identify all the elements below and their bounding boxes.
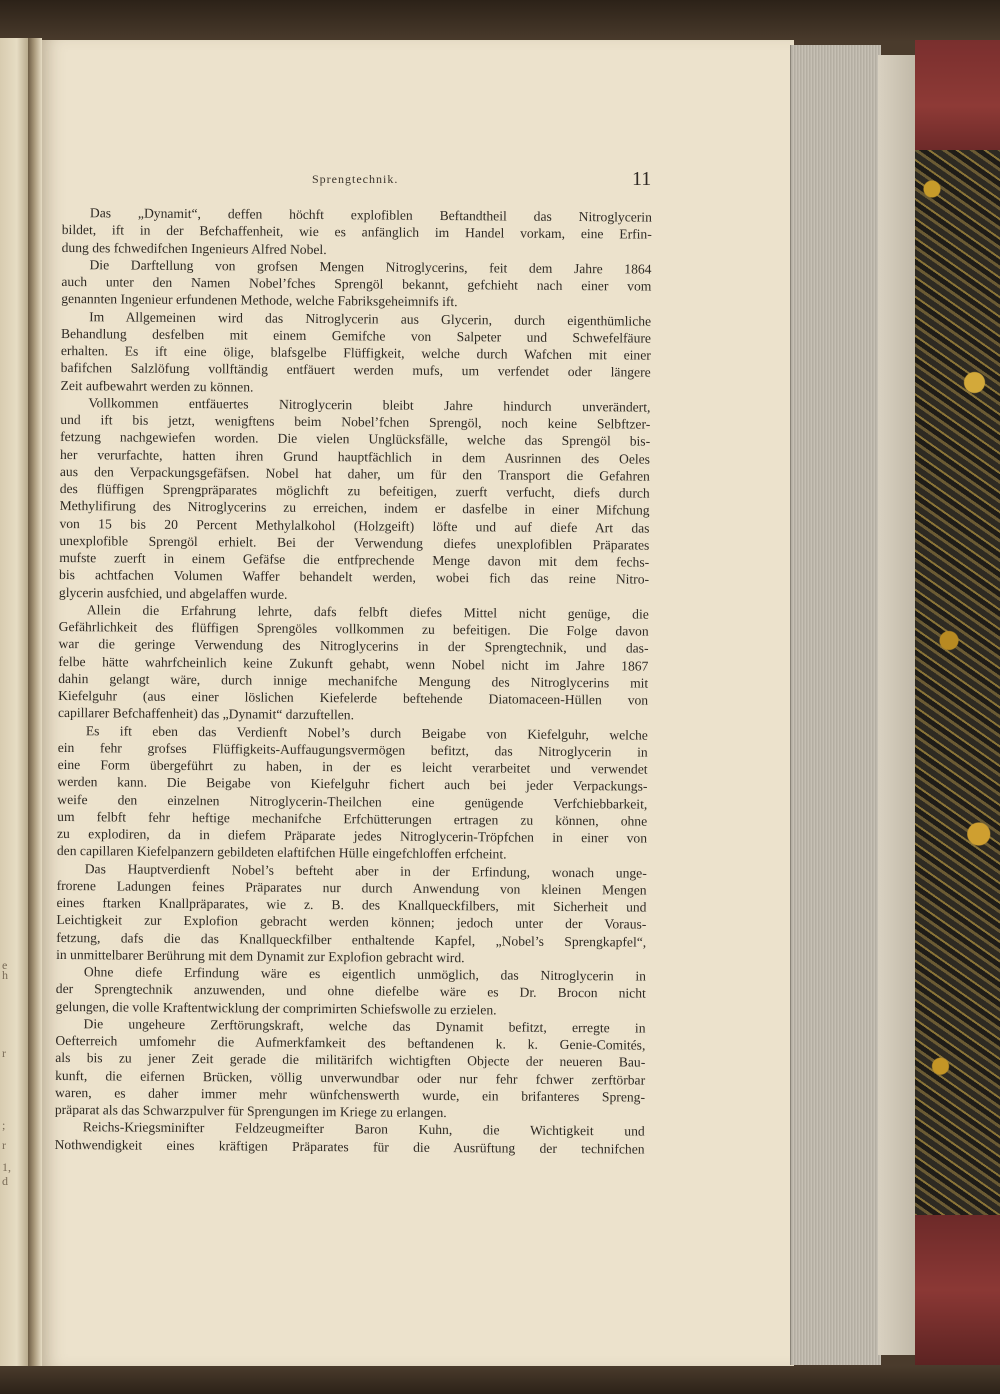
bottom-shadow: [0, 1366, 1000, 1394]
left-page-fragment: 1,: [2, 1160, 11, 1174]
text-line: her verurfachte, hatten ihren Grund hauptfächlich in dem Ausrinnen des Oeles: [59, 446, 651, 467]
text-line: präparat als das Schwarzpulver für Sprengungen im Kriege zu erlangen.: [54, 1101, 447, 1121]
text-line: genannten Ingenieur erfundenen Methode, welche Fabriksgeheimnifs ift.: [61, 291, 458, 310]
text-line: Behandlung desfelben mit einem Gemifche von Salpeter und Schwefelfäure: [60, 325, 652, 346]
text-line: Das „Dynamit“, deffen höchft explofiblen Beftandtheil das Nitroglycerin: [89, 205, 652, 225]
text-line: bis achtfachen Volumen Waffer behandelt werden, wobei fich das reine Nitro-: [59, 567, 650, 587]
text-line: Oefterreich umfomehr die Aufmerkfamkeit des beftandenen k. k. Genie-Comités,: [55, 1032, 646, 1053]
text-line: Zeit aufbewahrt werden zu können.: [60, 377, 254, 395]
text-line: zu explodiren, da in diefem Präparate jedes Nitroglycerin-Tröpfchen in einer von: [56, 825, 648, 846]
text-line: felbe hätte wahrfcheinlich keine Zukunft gehabt, wenn Nobel nicht im Jahre 1867: [58, 653, 649, 674]
left-page-fragment: d: [2, 1174, 8, 1188]
text-line: Die ungeheure Zerftörungskraft, welche das Dynamit befitzt, erregte in: [83, 1015, 646, 1036]
text-line: Kiefelguhr (aus einer löslichen Kiefelerde beftehende Diatomaceen-Hüllen von: [58, 687, 649, 708]
text-line: bafifchen Salzlöfung vollftändig entfäuert werden mufs, um verfendet oder längere: [60, 360, 651, 380]
text-line: Gefährlichkeit des flüffigen Sprengöles vollkommen zu befeitigen. Die Folge davon: [58, 618, 649, 639]
text-line: kunft, die eifernen Brücken, völlig unverwundbar oder nur fehr fchwer zerftörbar: [55, 1067, 646, 1088]
page-number: 11: [632, 168, 652, 190]
text-line: um felbft fehr heftige mechanifche Erfchütterungen ertragen zu können, ohne: [57, 808, 648, 829]
text-line: des flüffigen Sprengpräparates möglichft zu befeitigen, zuerft verfucht, diefs durch: [59, 480, 650, 501]
text-line: glycerin ausfchied, und abgelaffen wurde.: [58, 584, 288, 602]
cover-corner-bottom: [915, 1215, 1000, 1365]
text-line: als bis zu jener Zeit gerade die militärifch wichtigften Objecte der neueren Bau-: [55, 1050, 646, 1070]
text-line: Die Darftellung von grofsen Mengen Nitroglycerins, feit dem Jahre 1864: [89, 256, 652, 277]
text-line: auch unter den Namen Nobel’fches Sprengöl bekannt, gefchieht nach einer vom: [61, 273, 652, 294]
text-line: Nothwendigkeit eines kräftigen Präparates für die Ausrüftung der technifchen: [54, 1136, 645, 1157]
text-line: Leichtigkeit zur Explofion gebracht werden können; jedoch unter der Voraus-: [56, 912, 647, 932]
text-line: eine Form übergeführt zu haben, in der es leicht verarbeitet und verwendet: [57, 756, 648, 777]
text-line: Methylifirung des Nitroglycerins zu erreichen, indem er dasfelbe in einer Mifchung: [59, 498, 650, 518]
top-shadow: [0, 0, 1000, 42]
text-line: eines ftarken Knallpräparates, wie z. B. des Knallqueckfilbers, mit Sicherheit und: [56, 894, 647, 915]
text-line: der Sprengtechnik anzuwenden, und ohne diefelbe wäre es Dr. Brocon nicht: [55, 981, 646, 1001]
running-head: Sprengtechnik.: [312, 172, 399, 186]
text-line: Allein die Erfahrung lehrte, dafs felbft diefes Mittel nicht genüge, die: [86, 601, 649, 622]
text-line: und ift bis jetzt, wenigftens beim Nobel’fchen Sprengöl, noch keine Selbftzer-: [60, 411, 651, 432]
body-text: [55, 204, 652, 1157]
text-line: weife den einzelnen Nitroglycerin-Theilchen eine genügende Verfchiebbarkeit,: [57, 791, 648, 812]
text-line: Reichs-Kriegsminifter Feldzeugmeifter Baron Kuhn, die Wichtigkeit und: [82, 1119, 645, 1139]
text-line: Im Allgemeinen wird das Nitroglycerin aus Glycerin, durch eigenthümliche: [89, 308, 652, 329]
book-gutter: [28, 38, 42, 1368]
text-line: capillarer Befchaffenheit) das „Dynamit“ darzuftellen.: [57, 705, 355, 723]
text-line: gelungen, die volle Kraftentwicklung der comprimirten Schiefswolle zu erzielen.: [55, 998, 497, 1017]
text-line: ein fehr grofses Flüffigkeits-Auffaugungsvermögen befitzt, das Nitroglycerin in: [57, 739, 648, 760]
text-line: bildet, ift in der Befchaffenheit, wie es anfänglich im Handel vorkam, eine Erfin-: [61, 222, 652, 242]
text-line: aus den Verpackungsgefäfsen. Nobel hat daher, um für den Transport die Gefahren: [59, 463, 650, 484]
text-line: den capillaren Kiefelpanzern gebildeten elaftifchen Hülle eingefchloffen erfcheint.: [56, 843, 507, 862]
text-line: Vollkommen entfäuertes Nitroglycerin bleibt Jahre hindurch unverändert,: [88, 394, 651, 415]
text-line: Es ift eben das Verdienft Nobel’s durch Beigabe von Kiefelguhr, welche: [85, 722, 648, 743]
text-line: waren, es daher immer mehr wünfchenswerth wurde, ein brifanteres Spreng-: [54, 1084, 646, 1105]
left-page-fragment: ;: [2, 1118, 6, 1132]
text-line: frorene Ladungen feines Präparates nur durch Anwendung von kleinen Mengen: [56, 877, 647, 898]
cover-corner-top: [915, 40, 1000, 150]
left-page-fragment: h: [2, 968, 8, 982]
left-page-fragment: e: [2, 958, 8, 972]
text-line: dahin gelangt wäre, durch innige mechanifche Mengung des Nitroglycerins mit: [58, 670, 649, 691]
marbled-cover: [915, 60, 1000, 1350]
text-line: erhalten. Es ift eine ölige, blafsgelbe Flüffigkeit, welche durch Wafchen mit einer: [60, 342, 651, 363]
left-page-fragment: r: [2, 1138, 6, 1152]
cover-board: [878, 55, 918, 1355]
text-line: fetzung nachgewiefen worden. Die vielen Unglücksfälle, welche das Sprengöl bis-: [60, 429, 651, 449]
text-line: von 15 bis 20 Percent Methylalkohol (Holzgeift) löfte und auf diefe Art das: [59, 515, 650, 536]
page-block-edges: [790, 45, 881, 1365]
text-line: Ohne diefe Erfindung wäre es eigentlich unmöglich, das Nitroglycerin in: [83, 964, 647, 984]
text-line: Das Hauptverdienft Nobel’s befteht aber in der Erfindung, wonach unge-: [84, 860, 647, 881]
text-line: in unmittelbarer Berührung mit dem Dynamit zur Explofion gebracht wird.: [56, 946, 465, 965]
left-page-fragment: r: [2, 1046, 6, 1060]
left-page-edge: [0, 38, 29, 1368]
page-header: [42, 168, 794, 198]
text-line: unexplofible Sprengöl erhielt. Bei der Verwendung diefes unexplofiblen Präparates: [59, 532, 650, 553]
text-line: werden kann. Die Beigabe von Kiefelguhr fichert auch bei jeder Verpackungs-: [57, 774, 648, 794]
text-line: fetzung, dafs die das Knallqueckfilber enthaltende Kapfel, „Nobel’s Sprengkapfel“,: [56, 929, 647, 950]
text-line: war die geringe Verwendung des Nitroglycerins in der Sprengtechnik, und das-: [58, 636, 649, 656]
text-line: mufste zuerft in einem Gefäfse die entfprechende Menge davon mit dem fechs-: [59, 549, 650, 570]
text-line: dung des fchwedifchen Ingenieurs Alfred Nobel.: [61, 239, 327, 257]
